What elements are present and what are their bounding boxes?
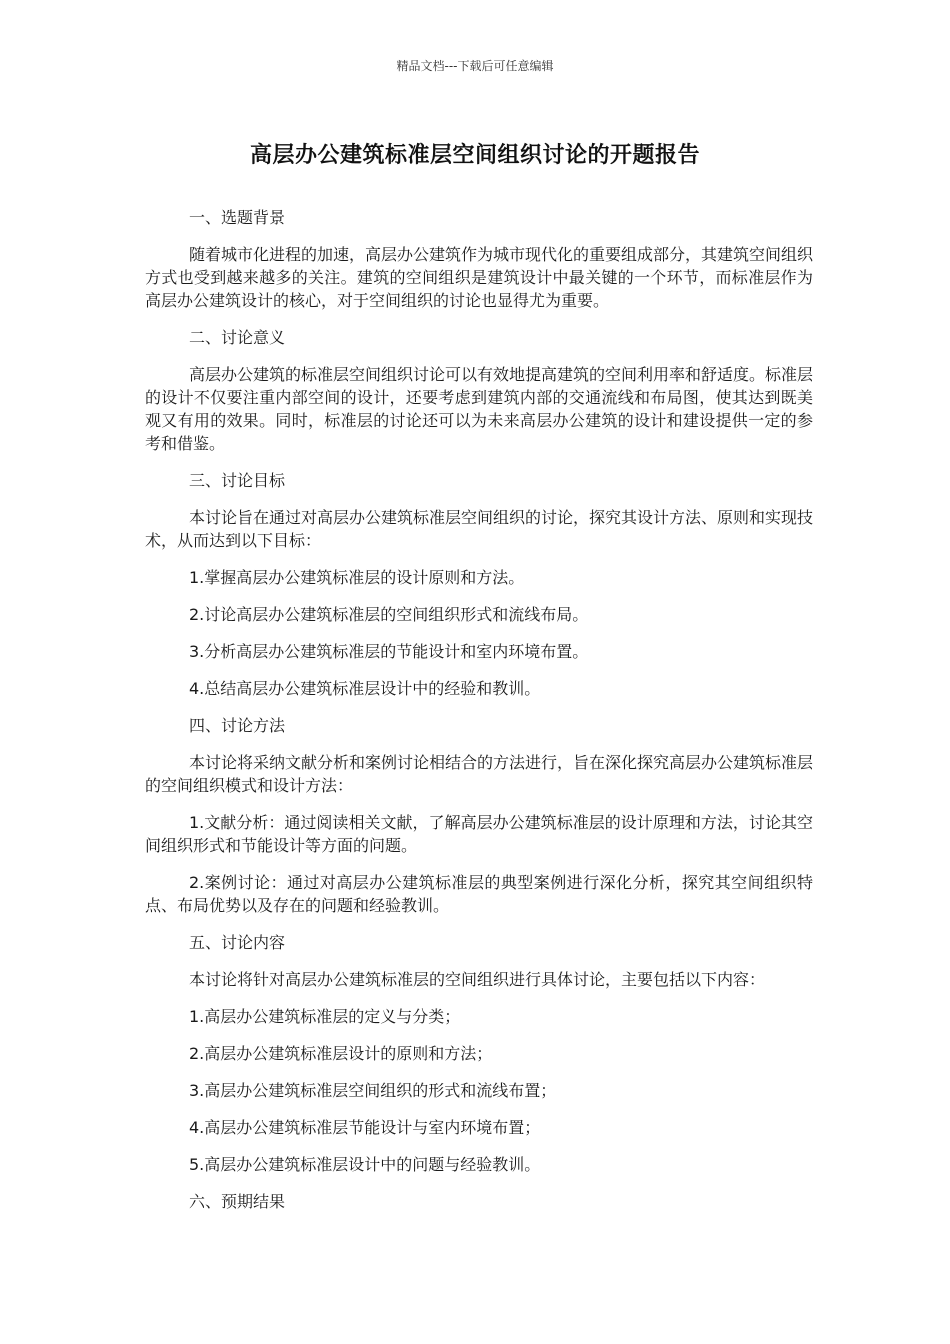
- list-item-objective-4: 4.总结高层办公建筑标准层设计中的经验和教训。: [189, 679, 541, 698]
- paragraph-objectives-intro: 本讨论旨在通过对高层办公建筑标准层空间组织的讨论，探究其设计方法、原则和实现技术，从而达到以下目标：: [145, 508, 814, 550]
- list-item-content-3: 3.高层办公建筑标准层空间组织的形式和流线布置；: [189, 1081, 557, 1100]
- section-heading-methods: 四、讨论方法: [189, 716, 286, 735]
- list-item-content-5: 5.高层办公建筑标准层设计中的问题与经验教训。: [189, 1155, 541, 1174]
- list-item-content-2: 2.高层办公建筑标准层设计的原则和方法；: [189, 1044, 493, 1063]
- paragraph-significance: 高层办公建筑的标准层空间组织讨论可以有效地提高建筑的空间利用率和舒适度。标准层的设计不仅要注重内部空间的设计，还要考虑到建筑内部的交通流线和布局图，使其达到既美观又有用的效果。同时，标准层的讨论还可以为未来高层办公建筑的设计和建设提供一定的参考和借鉴。: [145, 365, 814, 453]
- list-item-method-2: 2.案例讨论：通过对高层办公建筑标准层的典型案例进行深化分析，探究其空间组织特点、布局优势以及存在的问题和经验教训。: [145, 873, 813, 915]
- section-heading-objectives: 三、讨论目标: [189, 471, 286, 490]
- list-item-objective-3: 3.分析高层办公建筑标准层的节能设计和室内环境布置。: [189, 642, 589, 661]
- paragraph-background: 随着城市化进程的加速，高层办公建筑作为城市现代化的重要组成部分，其建筑空间组织方式也受到越来越多的关注。建筑的空间组织是建筑设计中最关键的一个环节，而标准层作为高层办公建筑设计的核心，对于空间组织的讨论也显得尤为重要。: [145, 245, 814, 310]
- list-item-content-4: 4.高层办公建筑标准层节能设计与室内环境布置；: [189, 1118, 541, 1137]
- paragraph-methods-intro: 本讨论将采纳文献分析和案例讨论相结合的方法进行，旨在深化探究高层办公建筑标准层的空间组织模式和设计方法：: [145, 753, 814, 795]
- document-title: 高层办公建筑标准层空间组织讨论的开题报告: [249, 143, 700, 168]
- document-body: [145, 206, 813, 1227]
- section-heading-significance: 二、讨论意义: [189, 328, 286, 347]
- list-item-method-1: 1.文献分析：通过阅读相关文献，了解高层办公建筑标准层的设计原理和方法，讨论其空间组织形式和节能设计等方面的问题。: [145, 813, 813, 855]
- list-item-objective-1: 1.掌握高层办公建筑标准层的设计原则和方法。: [189, 568, 525, 587]
- list-item-objective-2: 2.讨论高层办公建筑标准层的空间组织形式和流线布局。: [189, 605, 589, 624]
- section-heading-content: 五、讨论内容: [189, 933, 286, 952]
- list-item-content-1: 1.高层办公建筑标准层的定义与分类；: [189, 1007, 461, 1026]
- section-heading-background: 一、选题背景: [189, 208, 286, 227]
- paragraph-content-intro: 本讨论将针对高层办公建筑标准层的空间组织进行具体讨论，主要包括以下内容：: [189, 970, 766, 989]
- section-heading-expected-results: 六、预期结果: [189, 1192, 286, 1211]
- page-header-note: 精品文档---下载后可任意编辑: [396, 59, 554, 73]
